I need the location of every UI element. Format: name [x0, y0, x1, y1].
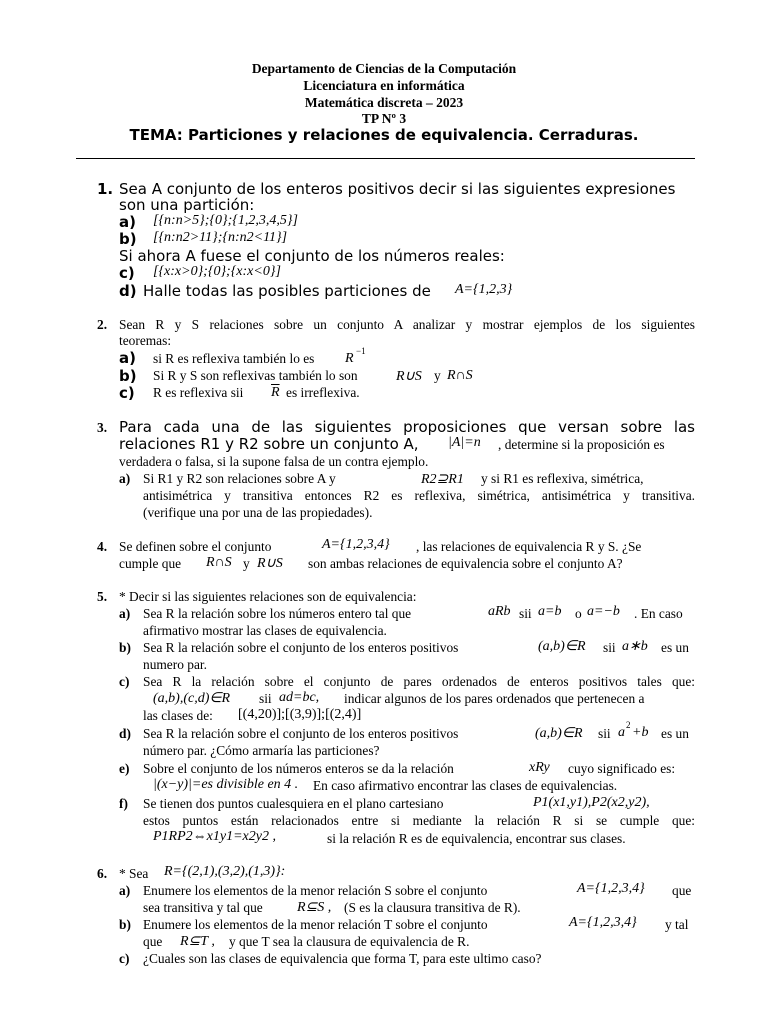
q5c-line2b: indicar algunos de los pares ordenados que pertenecen a [344, 691, 645, 706]
q1a-label: a) [119, 213, 136, 231]
tp-number: TP Nº 3 [361, 111, 407, 126]
q5f-expr2: P1RP2⇔x1y1=x2y2 , [153, 829, 276, 844]
q5f-line1a: Se tienen dos puntos cualesquiera en el plano cartesiano [143, 796, 444, 811]
q5a-sii: sii [519, 606, 532, 621]
q1-line2: son una partición: [119, 196, 255, 214]
q2-line2: teoremas: [119, 333, 172, 348]
q4-number: 4. [97, 539, 108, 554]
course-line: Matemática discreta – 2023 [304, 95, 464, 110]
q5e-line2b: En caso afirmativo encontrar las clases de equivalencias. [313, 778, 618, 793]
q2b-text: Si R y S son reflexivas también lo son [153, 368, 358, 383]
department-line: Departamento de Ciencias de la Computación [251, 61, 517, 76]
tema-title: TEMA: Particiones y relaciones de equivalencia. Cerraduras. [129, 126, 639, 144]
q6-title-a: * Sea [119, 866, 149, 881]
q6b-label: b) [119, 917, 131, 932]
degree-line: Licenciatura en informática [303, 78, 465, 93]
q1c-label: c) [119, 264, 135, 282]
q5e-line1b: cuyo significado es: [568, 761, 676, 776]
q6b-expr2: R⊆T , [180, 934, 215, 949]
q2a-text: si R es reflexiva también lo es [153, 351, 315, 366]
q6-number: 6. [97, 866, 108, 881]
q5c-expr2: ad=bc, [279, 690, 320, 705]
q5d-line2: número par. ¿Cómo armaría las particiones? [143, 743, 380, 758]
q4-line2-expr1: R∩S [206, 555, 232, 570]
q2a-expr: R [345, 351, 354, 366]
q6a-expr1: A={1,2,3,4} [577, 881, 645, 896]
q3-line2b: , determine si la proposición es [498, 437, 665, 452]
q5c-line3a: las clases de: [143, 708, 213, 723]
q1-number: 1. [97, 180, 114, 198]
q4-line2-y: y [243, 556, 250, 571]
q5d-line1a: Sea R la relación sobre el conjunto de los enteros positivos [143, 726, 459, 741]
q6a-line2a: sea transitiva y tal que [143, 900, 263, 915]
q1d-label: d) [119, 282, 137, 300]
q5a-expr2: a=b [538, 604, 562, 619]
q5a-line1b: . En caso [634, 606, 683, 621]
q5d-expr1: (a,b)∈R [535, 726, 583, 741]
q1d-expr: A={1,2,3} [455, 282, 513, 297]
q1d-text: Halle todas las posibles particiones de [143, 282, 431, 300]
q5d-superscript: 2 [626, 720, 631, 730]
q3a-label: a) [119, 471, 131, 486]
q3a-line3: (verifique una por una de las propiedades). [143, 505, 373, 520]
q5c-label: c) [119, 674, 130, 689]
q4-line1b: , las relaciones de equivalencia R y S. ¿Se [416, 539, 642, 554]
q5e-expr1: xRy [529, 760, 550, 775]
q1c-expr: [{x:x>0};{0};{x:x<0}] [153, 264, 281, 279]
q5f-label: f) [119, 796, 128, 811]
q5c-expr3: [(4,20)];[(3,9)];[(2,4)] [238, 707, 362, 722]
q3a-line1b: y si R1 es reflexiva, simétrica, [481, 471, 644, 486]
q2c-text2: es irreflexiva. [286, 385, 360, 400]
q2b-expr1: R∪S [396, 369, 422, 384]
q2a-superscript: −1 [356, 346, 366, 356]
q5f-line2: estos puntos están relacionados entre si mediante la relación R si se cumple que: [143, 813, 695, 828]
q5e-label: e) [119, 761, 130, 776]
q6b-line2b: y que T sea la clausura de equivalencia de R. [229, 934, 470, 949]
q6b-line1a: Enumere los elementos de la menor relación T sobre el conjunto [143, 917, 488, 932]
q5b-sii: sii [603, 640, 616, 655]
q5a-line1a: Sea R la relación sobre los números entero tal que [143, 606, 412, 621]
q5b-expr1: (a,b)∈R [538, 639, 586, 654]
q2c-expr: $\overline{R}$ [271, 385, 280, 400]
q6a-label: a) [119, 883, 131, 898]
q2b-expr2: R∩S [447, 368, 473, 383]
q5-title: * Decir si las siguientes relaciones son de equivalencia: [119, 589, 417, 604]
q4-line2b: son ambas relaciones de equivalencia sobre el conjunto A? [308, 556, 623, 571]
q5a-o: o [575, 606, 582, 621]
q5a-line2: afirmativo mostrar las clases de equivalencia. [143, 623, 387, 638]
q5b-expr2: a∗b [622, 639, 648, 654]
q5c-expr1: (a,b),(c,d)∈R [153, 691, 231, 706]
q6b-expr1: A={1,2,3,4} [569, 915, 637, 930]
q5f-line3b: si la relación R es de equivalencia, encontrar sus clases. [327, 831, 626, 846]
q5a-expr1: aRb [488, 604, 511, 619]
q6b-line1b: y tal [665, 917, 689, 932]
q5f-expr1: P1(x1,y1),P2(x2,y2), [533, 795, 650, 810]
q4-line1-expr: A={1,2,3,4} [322, 537, 390, 552]
q3-line1: Para cada una de las siguientes proposiciones que versan sobre las [119, 418, 695, 436]
q1b-expr: [{n:n2>11};{n:n2<11}] [153, 230, 288, 245]
q2-line1: Sean R y S relaciones sobre un conjunto A analizar y mostrar ejemplos de los siguientes [119, 317, 695, 332]
q2c-text1: R es reflexiva sii [153, 385, 244, 400]
q5b-line1a: Sea R la relación sobre el conjunto de los enteros positivos [143, 640, 459, 655]
q5c-sii: sii [259, 691, 272, 706]
q1b-label: b) [119, 230, 137, 248]
q2c-label: c) [119, 384, 135, 402]
q2a-label: a) [119, 349, 136, 367]
q5d-label: d) [119, 726, 131, 741]
q2-number: 2. [97, 317, 108, 332]
q5d-expr2b: +b [632, 725, 649, 740]
q5b-line2: numero par. [143, 657, 207, 672]
q3-number: 3. [97, 420, 108, 435]
q3a-expr: R2⊇R1 [421, 472, 464, 487]
q3a-line2: antisimétrica y transitiva entonces R2 es reflexiva, simétrica, antisimétrica y transitiva. [143, 488, 695, 503]
q6a-expr2: R⊆S , [297, 900, 332, 915]
q4-line2-expr2: R∪S [257, 556, 283, 571]
q5d-expr2a: a [618, 725, 625, 740]
q5d-line1b: es un [661, 726, 689, 741]
q2b-label: b) [119, 367, 137, 385]
q3a-line1a: Si R1 y R2 son relaciones sobre A y [143, 471, 336, 486]
q3-line2a: relaciones R1 y R2 sobre un conjunto A, [119, 435, 419, 453]
q5e-line1a: Sobre el conjunto de los números enteros se da la relación [143, 761, 454, 776]
q5-number: 5. [97, 589, 108, 604]
q6a-line1b: que [672, 883, 692, 898]
q6-title-expr: R={(2,1),(3,2),(1,3)}: [164, 864, 286, 879]
q1a-expr: [{n:n>5};{0};{1,2,3,4,5}] [153, 213, 298, 228]
q6a-line2b: (S es la clausura transitiva de R). [344, 900, 521, 915]
q6c-label: c) [119, 951, 130, 966]
q5c-line1: Sea R la relación sobre el conjunto de pares ordenados de enteros positivos tales que: [143, 674, 695, 689]
q1-real-line: Si ahora A fuese el conjunto de los números reales: [119, 247, 505, 265]
q5a-label: a) [119, 606, 131, 621]
header-divider [76, 158, 695, 159]
q6b-line2a: que [143, 934, 163, 949]
q4-line1a: Se definen sobre el conjunto [119, 539, 272, 554]
q1-line1: Sea A conjunto de los enteros positivos decir si las siguientes expresiones [119, 180, 676, 198]
q5b-line1b: es un [661, 640, 689, 655]
q6c-line1: ¿Cuales son las clases de equivalencia que forma T, para este ultimo caso? [143, 951, 542, 966]
q2b-y: y [434, 368, 441, 383]
q5a-expr3: a=−b [587, 604, 620, 619]
q5e-expr2: |(x−y)|=es divisible en 4 . [153, 777, 299, 792]
q6a-line1a: Enumere los elementos de la menor relación S sobre el conjunto [143, 883, 488, 898]
q3-line3: verdadera o falsa, si la supone falsa de un contra ejemplo. [119, 454, 429, 469]
q4-line2a: cumple que [119, 556, 182, 571]
q3-line2-expr: |A|=n [448, 435, 481, 450]
q5d-sii: sii [598, 726, 611, 741]
q5b-label: b) [119, 640, 131, 655]
